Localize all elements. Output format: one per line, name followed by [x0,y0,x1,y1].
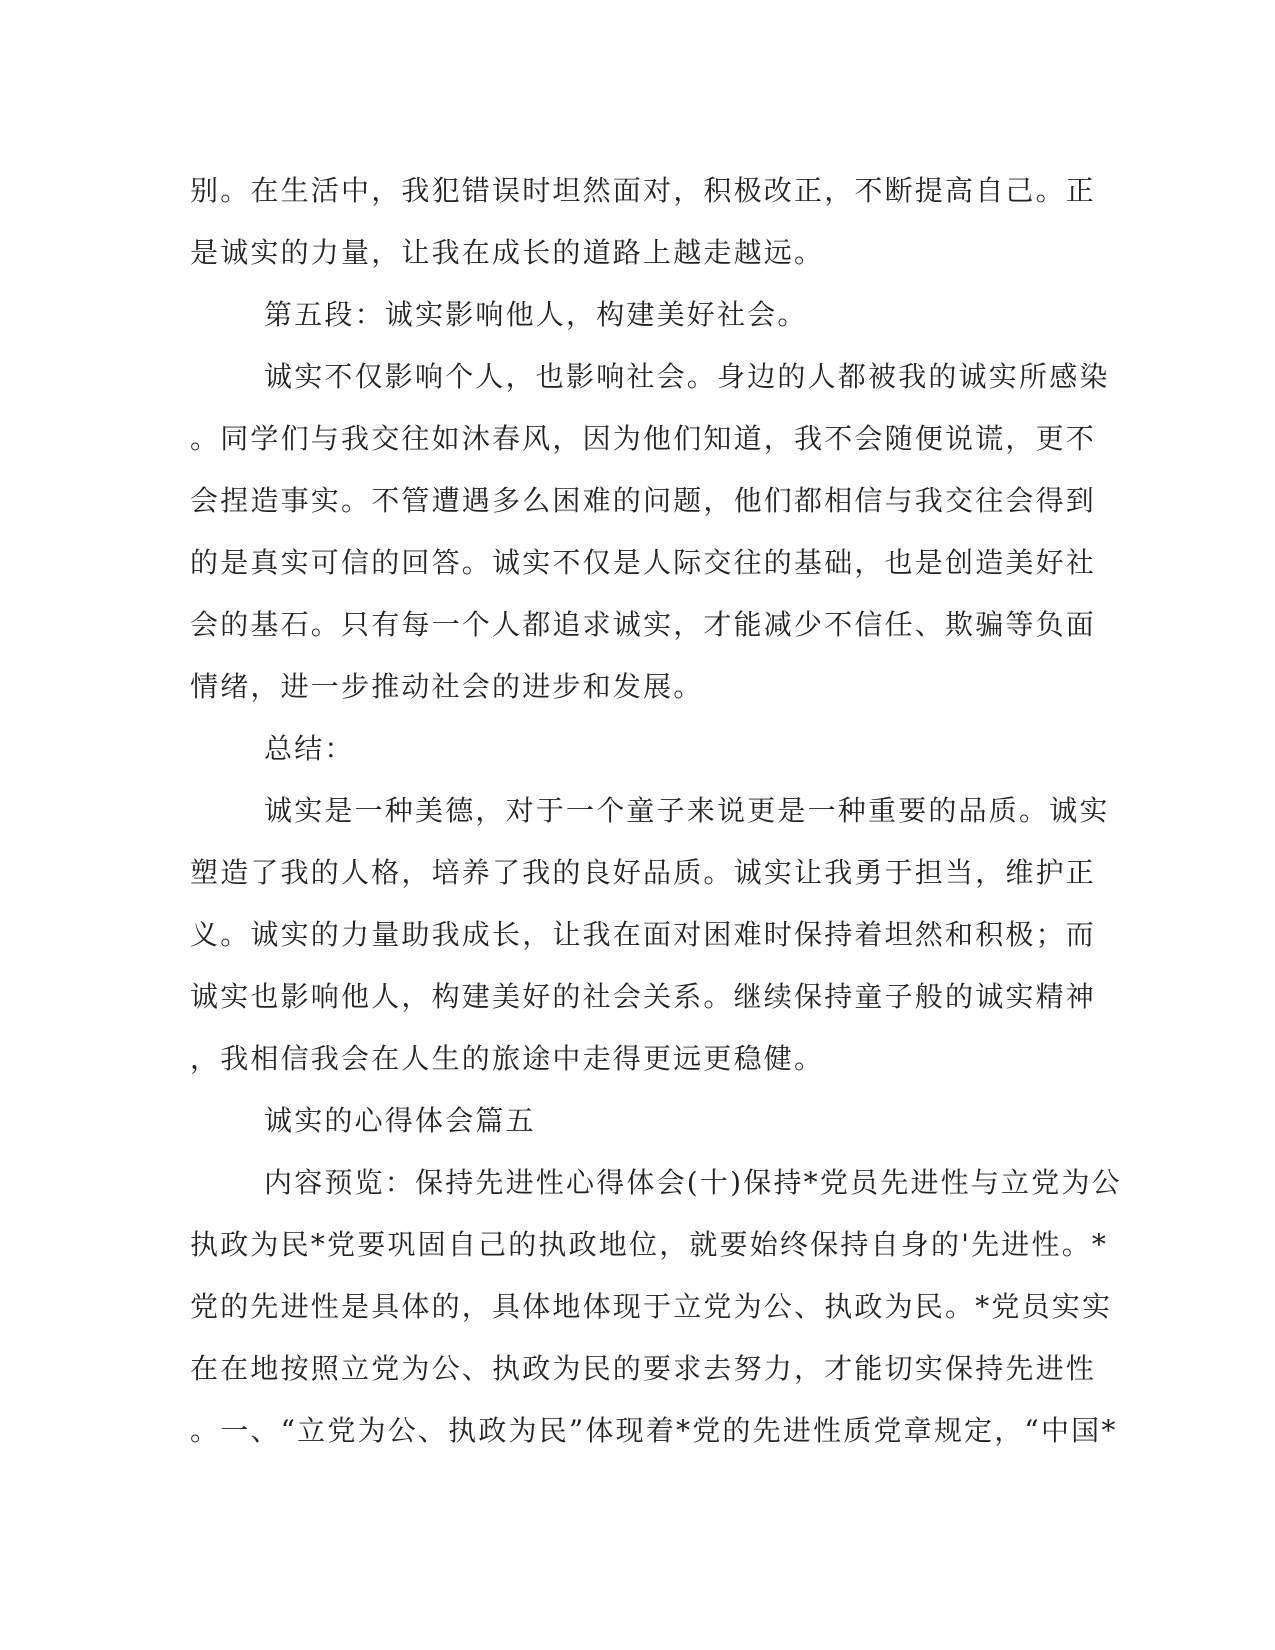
text-line: 会的基石。只有每一个人都追求诚实，才能减少不信任、欺骗等负面 [190,608,1097,641]
text-line: 在在地按照立党为公、执政为民的要求去努力，才能切实保持先进性 [190,1352,1097,1385]
text-line: 诚实也影响他人，构建美好的社会关系。继续保持童子般的诚实精神 [190,980,1097,1013]
section-heading: 第五段：诚实影响他人，构建美好社会。 [264,298,808,331]
text-line: 。一、“立党为公、执政为民”体现着*党的先进性质党章规定，“中国* [190,1414,1118,1447]
text-line: 义。诚实的力量助我成长，让我在面对困难时保持着坦然和积极；而 [190,918,1097,951]
section-heading: 总结： [264,732,355,765]
section-title: 诚实的心得体会篇五 [264,1104,536,1137]
text-line: 党的先进性是具体的，具体地体现于立党为公、执政为民。*党员实实 [190,1290,1113,1323]
text-line: 别。在生活中，我犯错误时坦然面对，积极改正，不断提高自己。正 [190,174,1097,207]
text-line: 会捏造事实。不管遭遇多么困难的问题，他们都相信与我交往会得到 [190,484,1097,517]
text-line: 执政为民*党要巩固自己的执政地位，就要始终保持自身的'先进性。* [190,1228,1109,1261]
document-body [190,160,1122,1462]
text-line: 的是真实可信的回答。诚实不仅是人际交往的基础，也是创造美好社 [190,546,1097,579]
text-line: 是诚实的力量，让我在成长的道路上越走越远。 [190,236,825,269]
text-line: 塑造了我的人格，培养了我的良好品质。诚实让我勇于担当，维护正 [190,856,1097,889]
text-line: 内容预览：保持先进性心得体会(十)保持*党员先进性与立党为公 [264,1166,1122,1199]
text-line: 诚实是一种美德，对于一个童子来说更是一种重要的品质。诚实 [264,794,1110,827]
text-line: ，我相信我会在人生的旅途中走得更远更稳健。 [190,1042,825,1075]
text-line: 诚实不仅影响个人，也影响社会。身边的人都被我的诚实所感染 [264,360,1110,393]
text-line: 。同学们与我交往如沐春风，因为他们知道，我不会随便说谎，更不 [190,422,1097,455]
text-line: 情绪，进一步推动社会的进步和发展。 [190,670,704,703]
